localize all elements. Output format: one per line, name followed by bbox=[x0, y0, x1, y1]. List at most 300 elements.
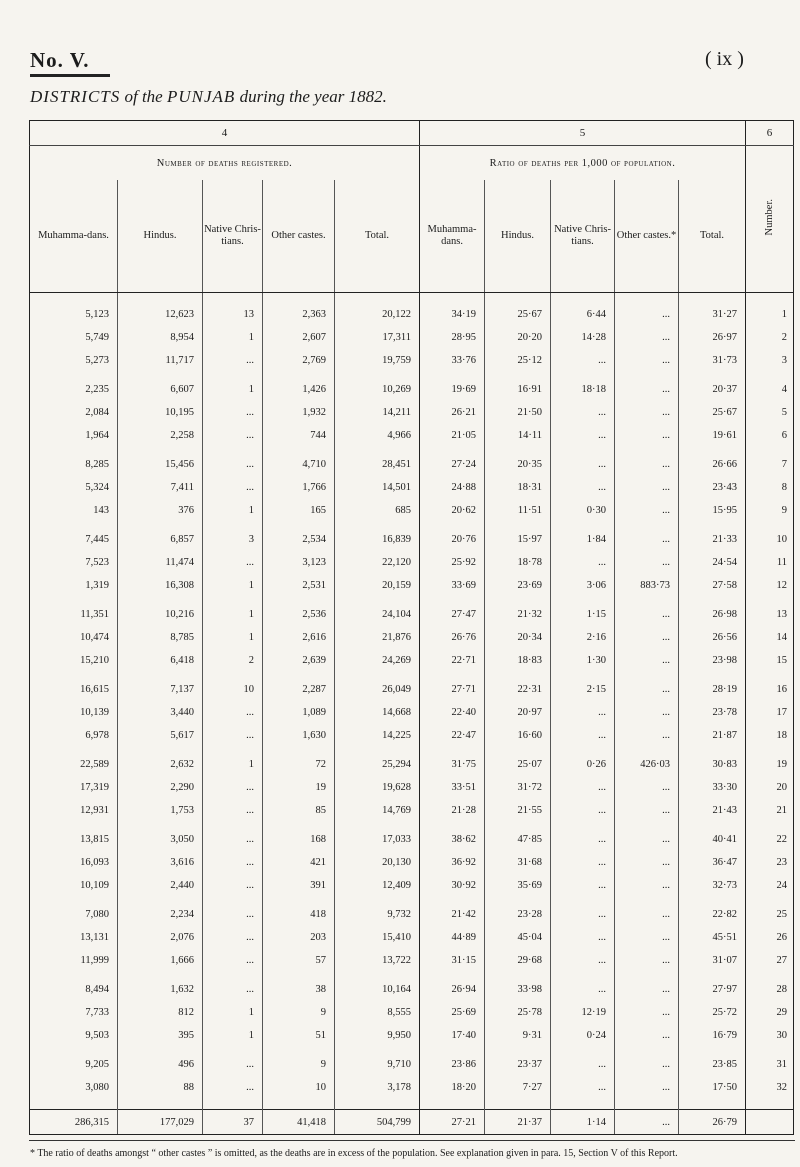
cell-number bbox=[746, 1110, 794, 1135]
cell-deaths-total: 19,759 bbox=[335, 349, 420, 372]
cell-ratio-other-castes: ... bbox=[615, 349, 679, 372]
col-header-number-label: Number. bbox=[763, 198, 775, 236]
cell-number: 32 bbox=[746, 1076, 794, 1099]
title-suffix: during the year 1882. bbox=[235, 87, 387, 106]
cell-ratio-native-christians: ... bbox=[551, 799, 615, 822]
cell-deaths-hindus: 11,474 bbox=[118, 551, 203, 574]
group-header-deaths: Number of deaths registered. bbox=[156, 157, 293, 169]
cell-deaths-muhammadans: 2,084 bbox=[85, 407, 109, 418]
cell-deaths-native-christians: ... bbox=[203, 1053, 263, 1076]
cell-ratio-hindus: 21·32 bbox=[485, 603, 551, 626]
cell-deaths-other-castes: 165 bbox=[263, 499, 335, 522]
cell-deaths-hindus: 2,632 bbox=[118, 753, 203, 776]
cell-ratio-muhammadans: 23·86 bbox=[420, 1053, 485, 1076]
cell-ratio-native-christians: 1·30 bbox=[551, 649, 615, 672]
cell-ratio-muhammadans: 22·47 bbox=[420, 724, 485, 747]
cell-deaths-other-castes: 72 bbox=[263, 753, 335, 776]
cell-ratio-muhammadans: 21·05 bbox=[420, 424, 485, 447]
cell-deaths-other-castes: 203 bbox=[263, 926, 335, 949]
cell-ratio-total: 24·54 bbox=[679, 551, 746, 574]
cell-ratio-other-castes: ... bbox=[615, 828, 679, 851]
spacer-cell bbox=[263, 1099, 335, 1110]
spacer-cell bbox=[551, 1099, 615, 1110]
cell-ratio-muhammadans: 26·21 bbox=[420, 401, 485, 424]
col-header-number bbox=[746, 146, 794, 293]
cell-number: 26 bbox=[746, 926, 794, 949]
cell-ratio-native-christians: ... bbox=[551, 724, 615, 747]
spacer-cell bbox=[485, 1099, 551, 1110]
cell-ratio-other-castes: ... bbox=[615, 776, 679, 799]
cell-deaths-muhammadans: 13,131 bbox=[80, 932, 109, 943]
col-header-ratio-native-christians: Native Chris-tians. bbox=[551, 180, 615, 293]
cell-deaths-muhammadans: 9,205 bbox=[85, 1059, 109, 1070]
cell-deaths-total: 14,668 bbox=[335, 701, 420, 724]
cell-ratio-total: 26·97 bbox=[679, 326, 746, 349]
table-row bbox=[30, 701, 794, 724]
cell-ratio-total: 31·27 bbox=[679, 303, 746, 326]
cell-deaths-hindus: 88 bbox=[118, 1076, 203, 1099]
cell-deaths-native-christians: 13 bbox=[203, 303, 263, 326]
cell-ratio-other-castes: ... bbox=[615, 926, 679, 949]
cell-deaths-native-christians: ... bbox=[203, 828, 263, 851]
cell-deaths-other-castes: 2,639 bbox=[263, 649, 335, 672]
cell-ratio-native-christians: ... bbox=[551, 424, 615, 447]
cell-ratio-total: 36·47 bbox=[679, 851, 746, 874]
cell-ratio-other-castes: ... bbox=[615, 476, 679, 499]
cell-ratio-hindus: 9·31 bbox=[485, 1024, 551, 1047]
cell-deaths-other-castes: 2,769 bbox=[263, 349, 335, 372]
cell-number: 24 bbox=[746, 874, 794, 897]
cell-ratio-other-castes: ... bbox=[615, 303, 679, 326]
cell-deaths-muhammadans: 6,978 bbox=[85, 730, 109, 741]
cell-ratio-other-castes: ... bbox=[615, 551, 679, 574]
cell-ratio-hindus: 18·83 bbox=[485, 649, 551, 672]
cell-ratio-total: 25·67 bbox=[679, 401, 746, 424]
cell-deaths-total: 20,159 bbox=[335, 574, 420, 597]
cell-deaths-total: 21,876 bbox=[335, 626, 420, 649]
cell-ratio-total: 45·51 bbox=[679, 926, 746, 949]
cell-deaths-other-castes: 744 bbox=[263, 424, 335, 447]
cell-ratio-muhammadans: 27·47 bbox=[420, 603, 485, 626]
cell-ratio-total: 40·41 bbox=[679, 828, 746, 851]
spacer-cell bbox=[551, 293, 615, 304]
table-row bbox=[30, 926, 794, 949]
cell-deaths-total: 14,769 bbox=[335, 799, 420, 822]
cell-ratio-other-castes: ... bbox=[615, 1110, 679, 1135]
cell-deaths-total: 16,839 bbox=[335, 528, 420, 551]
cell-ratio-native-christians: ... bbox=[551, 349, 615, 372]
table-row bbox=[30, 401, 794, 424]
table-row bbox=[30, 603, 794, 626]
title-prefix: DISTRICTS bbox=[30, 87, 121, 106]
totals-row bbox=[30, 1110, 794, 1135]
cell-deaths-native-christians: 10 bbox=[203, 678, 263, 701]
cell-deaths-hindus: 2,440 bbox=[118, 874, 203, 897]
cell-ratio-total: 25·72 bbox=[679, 1001, 746, 1024]
cell-deaths-muhammadans: 15,210 bbox=[80, 655, 109, 666]
cell-ratio-hindus: 23·37 bbox=[485, 1053, 551, 1076]
cell-deaths-total: 28,451 bbox=[335, 453, 420, 476]
cell-deaths-total: 14,501 bbox=[335, 476, 420, 499]
cell-deaths-hindus: 3,616 bbox=[118, 851, 203, 874]
cell-ratio-hindus: 20·35 bbox=[485, 453, 551, 476]
cell-deaths-hindus: 3,050 bbox=[118, 828, 203, 851]
cell-ratio-native-christians: ... bbox=[551, 851, 615, 874]
cell-number: 6 bbox=[746, 424, 794, 447]
cell-deaths-native-christians: ... bbox=[203, 926, 263, 949]
cell-deaths-total: 9,710 bbox=[335, 1053, 420, 1076]
cell-ratio-total: 17·50 bbox=[679, 1076, 746, 1099]
cell-ratio-total: 27·58 bbox=[679, 574, 746, 597]
cell-ratio-native-christians: 18·18 bbox=[551, 378, 615, 401]
cell-deaths-other-castes: 3,123 bbox=[263, 551, 335, 574]
cell-ratio-total: 33·30 bbox=[679, 776, 746, 799]
cell-ratio-total: 16·79 bbox=[679, 1024, 746, 1047]
cell-deaths-native-christians: 1 bbox=[203, 326, 263, 349]
cell-deaths-hindus: 7,137 bbox=[118, 678, 203, 701]
cell-ratio-muhammadans: 27·21 bbox=[420, 1110, 485, 1135]
cell-deaths-muhammadans: 7,733 bbox=[85, 1007, 109, 1018]
cell-deaths-other-castes: 51 bbox=[263, 1024, 335, 1047]
col-header-deaths-native-christians: Native Chris-tians. bbox=[203, 180, 263, 293]
spacer-cell bbox=[203, 293, 263, 304]
table-row bbox=[30, 453, 794, 476]
cell-deaths-native-christians: ... bbox=[203, 349, 263, 372]
table-row bbox=[30, 551, 794, 574]
cell-deaths-hindus: 1,666 bbox=[118, 949, 203, 972]
cell-number: 13 bbox=[746, 603, 794, 626]
cell-ratio-total: 30·83 bbox=[679, 753, 746, 776]
cell-deaths-native-christians: 1 bbox=[203, 378, 263, 401]
cell-ratio-muhammadans: 26·94 bbox=[420, 978, 485, 1001]
cell-deaths-hindus: 2,290 bbox=[118, 776, 203, 799]
cell-ratio-muhammadans: 24·88 bbox=[420, 476, 485, 499]
cell-deaths-muhammadans: 5,273 bbox=[85, 355, 109, 366]
cell-deaths-muhammadans: 10,139 bbox=[80, 707, 109, 718]
cell-deaths-native-christians: ... bbox=[203, 551, 263, 574]
statistics-table-wrapper bbox=[29, 120, 793, 1135]
cell-ratio-hindus: 16·91 bbox=[485, 378, 551, 401]
cell-deaths-total: 10,269 bbox=[335, 378, 420, 401]
cell-deaths-native-christians: 1 bbox=[203, 626, 263, 649]
footnote: * The ratio of deaths amongst “ other castes ” is omitted, as the deaths are in excess of the population. See explanation given in para. 15, Section V of this Report. bbox=[30, 1148, 678, 1159]
cell-ratio-native-christians: 6·44 bbox=[551, 303, 615, 326]
cell-deaths-hindus: 376 bbox=[118, 499, 203, 522]
title-of: of the bbox=[120, 87, 167, 106]
cell-deaths-native-christians: ... bbox=[203, 724, 263, 747]
cell-ratio-native-christians: ... bbox=[551, 903, 615, 926]
cell-deaths-hindus: 6,857 bbox=[118, 528, 203, 551]
cell-deaths-other-castes: 41,418 bbox=[263, 1110, 335, 1135]
cell-number: 12 bbox=[746, 574, 794, 597]
cell-ratio-hindus: 45·04 bbox=[485, 926, 551, 949]
cell-ratio-other-castes: ... bbox=[615, 499, 679, 522]
cell-deaths-muhammadans: 3,080 bbox=[85, 1082, 109, 1093]
cell-ratio-total: 28·19 bbox=[679, 678, 746, 701]
section-number-number: 6 bbox=[746, 121, 794, 146]
spacer-cell bbox=[30, 293, 118, 304]
cell-ratio-other-castes: ... bbox=[615, 903, 679, 926]
cell-ratio-native-christians: 2·16 bbox=[551, 626, 615, 649]
cell-number: 10 bbox=[746, 528, 794, 551]
cell-ratio-other-castes: ... bbox=[615, 724, 679, 747]
cell-ratio-native-christians: 0·24 bbox=[551, 1024, 615, 1047]
cell-deaths-muhammadans: 12,931 bbox=[80, 805, 109, 816]
cell-deaths-other-castes: 2,607 bbox=[263, 326, 335, 349]
cell-deaths-other-castes: 4,710 bbox=[263, 453, 335, 476]
spacer-cell bbox=[746, 293, 794, 304]
cell-ratio-native-christians: 1·84 bbox=[551, 528, 615, 551]
spacer-cell bbox=[420, 293, 485, 304]
col-header-deaths-hindus: Hindus. bbox=[118, 180, 203, 293]
cell-ratio-other-castes: ... bbox=[615, 1024, 679, 1047]
group-header-row bbox=[30, 146, 794, 181]
spacer-cell bbox=[485, 293, 551, 304]
cell-deaths-hindus: 5,617 bbox=[118, 724, 203, 747]
cell-ratio-hindus: 31·68 bbox=[485, 851, 551, 874]
cell-ratio-muhammadans: 38·62 bbox=[420, 828, 485, 851]
cell-deaths-other-castes: 2,287 bbox=[263, 678, 335, 701]
cell-ratio-total: 23·78 bbox=[679, 701, 746, 724]
cell-ratio-native-christians: 0·26 bbox=[551, 753, 615, 776]
cell-deaths-hindus: 6,418 bbox=[118, 649, 203, 672]
cell-ratio-total: 27·97 bbox=[679, 978, 746, 1001]
cell-ratio-hindus: 15·97 bbox=[485, 528, 551, 551]
cell-ratio-muhammadans: 36·92 bbox=[420, 851, 485, 874]
cell-deaths-total: 10,164 bbox=[335, 978, 420, 1001]
cell-ratio-native-christians: ... bbox=[551, 949, 615, 972]
cell-number: 18 bbox=[746, 724, 794, 747]
cell-deaths-native-christians: ... bbox=[203, 851, 263, 874]
spacer-cell bbox=[420, 1099, 485, 1110]
cell-deaths-native-christians: ... bbox=[203, 874, 263, 897]
cell-ratio-native-christians: ... bbox=[551, 551, 615, 574]
cell-ratio-hindus: 20·34 bbox=[485, 626, 551, 649]
spacer-cell bbox=[263, 293, 335, 304]
cell-ratio-muhammadans: 31·15 bbox=[420, 949, 485, 972]
table-row bbox=[30, 828, 794, 851]
cell-ratio-other-castes: 883·73 bbox=[615, 574, 679, 597]
spacer-cell bbox=[335, 1099, 420, 1110]
table-row bbox=[30, 574, 794, 597]
spacer-cell bbox=[335, 293, 420, 304]
cell-ratio-hindus: 25·67 bbox=[485, 303, 551, 326]
table-row bbox=[30, 753, 794, 776]
cell-deaths-native-christians: 1 bbox=[203, 499, 263, 522]
cell-number: 25 bbox=[746, 903, 794, 926]
cell-deaths-total: 20,122 bbox=[335, 303, 420, 326]
cell-deaths-hindus: 8,954 bbox=[118, 326, 203, 349]
spacer-cell bbox=[679, 293, 746, 304]
cell-ratio-other-castes: ... bbox=[615, 401, 679, 424]
cell-deaths-muhammadans: 9,503 bbox=[85, 1030, 109, 1041]
cell-ratio-other-castes: ... bbox=[615, 678, 679, 701]
cell-deaths-hindus: 15,456 bbox=[118, 453, 203, 476]
cell-ratio-total: 26·56 bbox=[679, 626, 746, 649]
cell-ratio-hindus: 29·68 bbox=[485, 949, 551, 972]
cell-deaths-other-castes: 2,363 bbox=[263, 303, 335, 326]
cell-deaths-other-castes: 168 bbox=[263, 828, 335, 851]
table-body bbox=[30, 293, 794, 1135]
cell-deaths-total: 14,211 bbox=[335, 401, 420, 424]
spacer-row bbox=[30, 1099, 794, 1110]
cell-ratio-other-castes: ... bbox=[615, 528, 679, 551]
cell-deaths-other-castes: 421 bbox=[263, 851, 335, 874]
cell-ratio-hindus: 35·69 bbox=[485, 874, 551, 897]
table-row bbox=[30, 799, 794, 822]
cell-ratio-native-christians: 1·14 bbox=[551, 1110, 615, 1135]
cell-ratio-muhammadans: 20·62 bbox=[420, 499, 485, 522]
cell-ratio-hindus: 7·27 bbox=[485, 1076, 551, 1099]
cell-ratio-muhammadans: 27·71 bbox=[420, 678, 485, 701]
cell-deaths-total: 26,049 bbox=[335, 678, 420, 701]
cell-ratio-muhammadans: 25·69 bbox=[420, 1001, 485, 1024]
table-row bbox=[30, 678, 794, 701]
cell-number: 7 bbox=[746, 453, 794, 476]
table-row bbox=[30, 626, 794, 649]
cell-deaths-total: 20,130 bbox=[335, 851, 420, 874]
cell-deaths-other-castes: 10 bbox=[263, 1076, 335, 1099]
cell-deaths-total: 504,799 bbox=[335, 1110, 420, 1135]
table-row bbox=[30, 1001, 794, 1024]
cell-ratio-muhammadans: 22·40 bbox=[420, 701, 485, 724]
col-header-ratio-other-castes: Other castes.* bbox=[615, 180, 679, 293]
cell-deaths-total: 685 bbox=[335, 499, 420, 522]
cell-deaths-total: 17,311 bbox=[335, 326, 420, 349]
cell-ratio-native-christians: ... bbox=[551, 401, 615, 424]
cell-ratio-other-castes: ... bbox=[615, 326, 679, 349]
cell-ratio-native-christians: 14·28 bbox=[551, 326, 615, 349]
cell-number: 8 bbox=[746, 476, 794, 499]
cell-number: 31 bbox=[746, 1053, 794, 1076]
cell-ratio-hindus: 18·78 bbox=[485, 551, 551, 574]
cell-deaths-hindus: 177,029 bbox=[118, 1110, 203, 1135]
cell-ratio-hindus: 21·37 bbox=[485, 1110, 551, 1135]
cell-number: 30 bbox=[746, 1024, 794, 1047]
cell-deaths-other-castes: 2,536 bbox=[263, 603, 335, 626]
cell-deaths-hindus: 1,632 bbox=[118, 978, 203, 1001]
cell-ratio-total: 23·98 bbox=[679, 649, 746, 672]
table-row bbox=[30, 326, 794, 349]
cell-ratio-total: 21·43 bbox=[679, 799, 746, 822]
cell-number: 3 bbox=[746, 349, 794, 372]
cell-deaths-muhammadans: 11,999 bbox=[80, 955, 109, 966]
table-row bbox=[30, 528, 794, 551]
cell-ratio-muhammadans: 17·40 bbox=[420, 1024, 485, 1047]
spacer-cell bbox=[30, 1099, 118, 1110]
table-row bbox=[30, 1053, 794, 1076]
cell-deaths-total: 8,555 bbox=[335, 1001, 420, 1024]
section-number-deaths: 4 bbox=[30, 121, 420, 146]
cell-ratio-native-christians: ... bbox=[551, 978, 615, 1001]
cell-deaths-other-castes: 1,089 bbox=[263, 701, 335, 724]
cell-deaths-native-christians: ... bbox=[203, 799, 263, 822]
cell-ratio-muhammadans: 33·69 bbox=[420, 574, 485, 597]
cell-number: 23 bbox=[746, 851, 794, 874]
cell-deaths-muhammadans: 11,351 bbox=[80, 609, 109, 620]
cell-deaths-hindus: 12,623 bbox=[118, 303, 203, 326]
cell-deaths-muhammadans: 5,123 bbox=[85, 309, 109, 320]
col-header-deaths-muhammadans: Muhamma-dans. bbox=[30, 180, 118, 293]
col-header-deaths-total: Total. bbox=[335, 180, 420, 293]
spacer-cell bbox=[615, 293, 679, 304]
cell-deaths-total: 25,294 bbox=[335, 753, 420, 776]
cell-ratio-hindus: 22·31 bbox=[485, 678, 551, 701]
cell-ratio-native-christians: ... bbox=[551, 776, 615, 799]
cell-ratio-hindus: 25·78 bbox=[485, 1001, 551, 1024]
table-row bbox=[30, 851, 794, 874]
cell-number: 20 bbox=[746, 776, 794, 799]
cell-number: 27 bbox=[746, 949, 794, 972]
cell-ratio-native-christians: 2·15 bbox=[551, 678, 615, 701]
cell-ratio-hindus: 47·85 bbox=[485, 828, 551, 851]
col-header-deaths-other-castes: Other castes. bbox=[263, 180, 335, 293]
table-row bbox=[30, 978, 794, 1001]
cell-deaths-total: 9,950 bbox=[335, 1024, 420, 1047]
cell-deaths-muhammadans: 5,749 bbox=[85, 332, 109, 343]
cell-ratio-hindus: 23·28 bbox=[485, 903, 551, 926]
spacer-cell bbox=[118, 293, 203, 304]
cell-deaths-muhammadans: 22,589 bbox=[80, 759, 109, 770]
cell-ratio-other-castes: ... bbox=[615, 1001, 679, 1024]
cell-ratio-muhammadans: 34·19 bbox=[420, 303, 485, 326]
cell-ratio-other-castes: ... bbox=[615, 453, 679, 476]
cell-deaths-other-castes: 19 bbox=[263, 776, 335, 799]
table-row bbox=[30, 649, 794, 672]
table-row bbox=[30, 724, 794, 747]
cell-ratio-other-castes: ... bbox=[615, 626, 679, 649]
cell-deaths-hindus: 10,195 bbox=[118, 401, 203, 424]
cell-deaths-hindus: 1,753 bbox=[118, 799, 203, 822]
cell-number: 19 bbox=[746, 753, 794, 776]
spacer-cell bbox=[615, 1099, 679, 1110]
cell-deaths-hindus: 395 bbox=[118, 1024, 203, 1047]
cell-deaths-hindus: 10,216 bbox=[118, 603, 203, 626]
cell-number: 2 bbox=[746, 326, 794, 349]
cell-ratio-other-castes: ... bbox=[615, 1053, 679, 1076]
cell-deaths-total: 9,732 bbox=[335, 903, 420, 926]
cell-ratio-total: 21·87 bbox=[679, 724, 746, 747]
cell-deaths-hindus: 8,785 bbox=[118, 626, 203, 649]
spacer-cell bbox=[746, 1099, 794, 1110]
cell-ratio-native-christians: 12·19 bbox=[551, 1001, 615, 1024]
cell-deaths-total: 15,410 bbox=[335, 926, 420, 949]
cell-ratio-hindus: 21·55 bbox=[485, 799, 551, 822]
cell-ratio-hindus: 16·60 bbox=[485, 724, 551, 747]
cell-deaths-native-christians: ... bbox=[203, 424, 263, 447]
cell-ratio-other-castes: ... bbox=[615, 424, 679, 447]
cell-deaths-muhammadans: 143 bbox=[93, 505, 109, 516]
cell-ratio-other-castes: ... bbox=[615, 603, 679, 626]
cell-deaths-total: 19,628 bbox=[335, 776, 420, 799]
cell-ratio-hindus: 11·51 bbox=[485, 499, 551, 522]
cell-ratio-muhammadans: 21·28 bbox=[420, 799, 485, 822]
cell-ratio-native-christians: ... bbox=[551, 828, 615, 851]
cell-ratio-muhammadans: 18·20 bbox=[420, 1076, 485, 1099]
cell-deaths-native-christians: ... bbox=[203, 978, 263, 1001]
cell-ratio-total: 23·85 bbox=[679, 1053, 746, 1076]
cell-deaths-native-christians: ... bbox=[203, 401, 263, 424]
section-number-row bbox=[30, 121, 794, 146]
cell-ratio-hindus: 21·50 bbox=[485, 401, 551, 424]
cell-deaths-muhammadans: 7,523 bbox=[85, 557, 109, 568]
cell-ratio-hindus: 23·69 bbox=[485, 574, 551, 597]
cell-ratio-muhammadans: 25·92 bbox=[420, 551, 485, 574]
cell-deaths-total: 13,722 bbox=[335, 949, 420, 972]
cell-ratio-hindus: 14·11 bbox=[485, 424, 551, 447]
cell-deaths-other-castes: 1,932 bbox=[263, 401, 335, 424]
cell-deaths-hindus: 2,258 bbox=[118, 424, 203, 447]
